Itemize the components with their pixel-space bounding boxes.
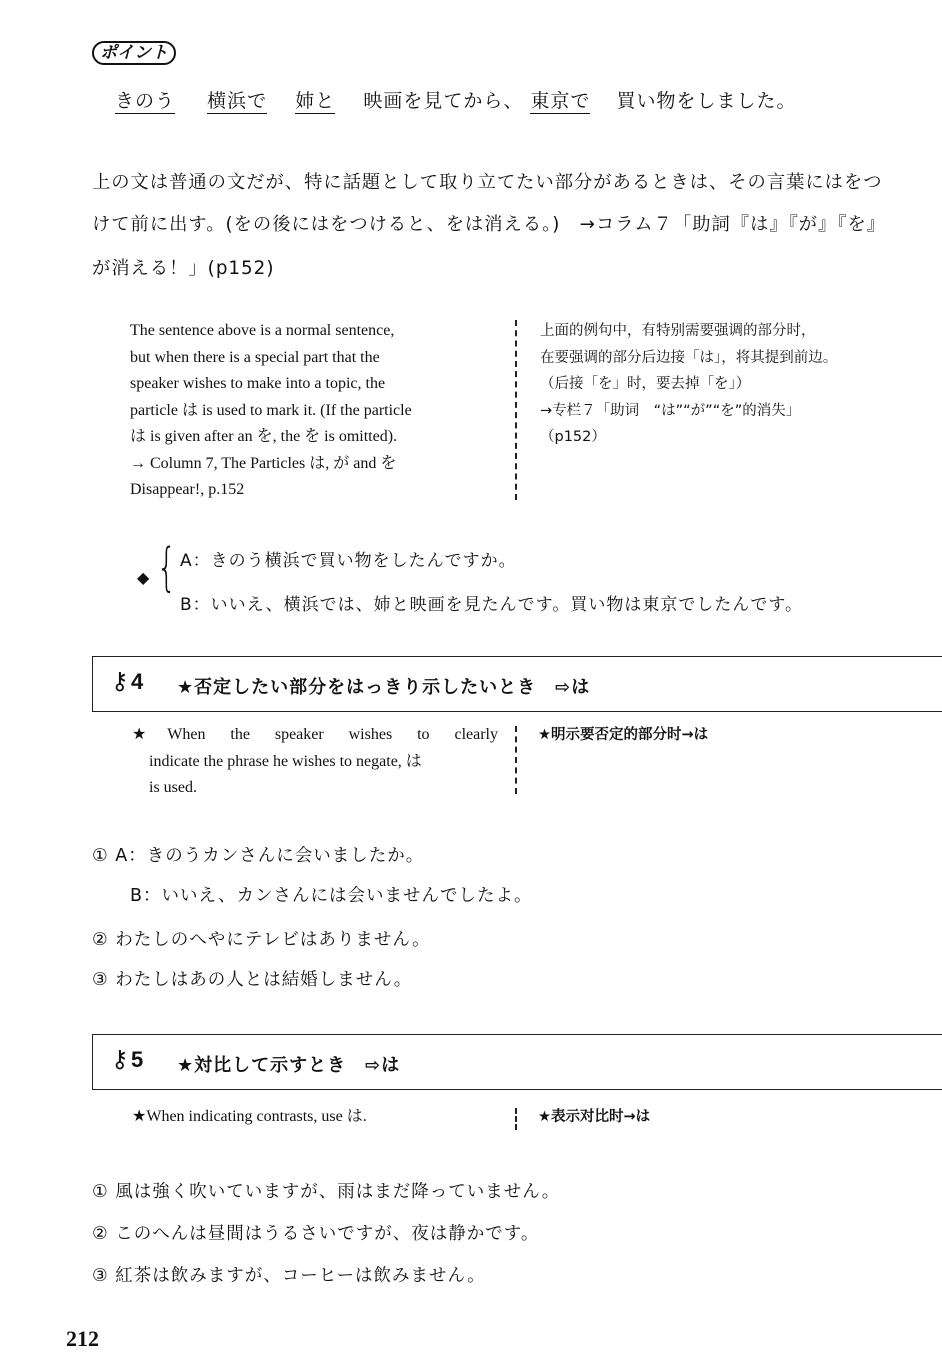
- note1-en-line: particle は is used to mark it. (If the particle: [130, 401, 412, 419]
- section-4-number: 4: [131, 669, 144, 694]
- example-word-ane: 姉と: [295, 90, 336, 112]
- note1-cn-line: 上面的例句中，有特别需要强调的部分时，: [540, 323, 816, 339]
- note1-en-line: speaker wishes to make into a topic, the: [130, 375, 386, 392]
- example-word-tokyo: 東京で: [530, 90, 591, 112]
- section-5-example-1: ① 風は強く吹いていますが、雨はまだ降っていません。: [92, 1182, 561, 1202]
- example-word-eiga: 映画を見てから、: [363, 90, 524, 112]
- section-5-example-2: ② このへんは昼間はうるさいですが、夜は静かです。: [92, 1224, 540, 1244]
- key-icon: ⚷: [111, 1045, 129, 1073]
- example-word-kinou: きのう: [115, 90, 176, 112]
- dialogue-a: A：きのう横浜で買い物をしたんですか。: [180, 551, 517, 571]
- section-4-header: [92, 656, 942, 712]
- note1-cn-line: （后接「を」时，要去掉「を」）: [540, 376, 751, 392]
- section-4-title: ★否定したい部分をはっきり示したいとき ⇨は: [177, 677, 591, 698]
- note1-en-line: → Column 7, The Particles は, が and を: [130, 454, 397, 472]
- section-4-example-2: ② わたしのへやにテレビはありません。: [92, 930, 431, 950]
- page-number: 212: [66, 1326, 99, 1351]
- explanation-line-2: けて前に出す。(をの後にはをつけると、をは消える。) →コラム７「助詞『は』『が』『を』: [92, 214, 887, 235]
- note1-en-line: but when there is a special part that the: [130, 348, 380, 366]
- section-4-en-line: indicate the phrase he wishes to negate, は: [149, 752, 422, 770]
- section-4-example-1a: ① A：きのうカンさんに会いましたか。: [92, 846, 425, 866]
- column-divider: [515, 320, 517, 500]
- key-icon: ⚷: [111, 667, 129, 695]
- note1-cn-line: 在要强调的部分后边接「は」，将其提到前边。: [540, 349, 838, 366]
- note1-cn-line: →专栏７「助词 “は”“が”“を”的消失」: [540, 402, 801, 419]
- section-4-en-line: ★When the speaker wishes to clearly: [132, 726, 498, 743]
- note1-cn-line: （p152）: [540, 429, 606, 445]
- example-word-yokohama: 横浜で: [207, 90, 268, 112]
- section-4-english: [132, 722, 498, 802]
- point-heading: [92, 38, 176, 63]
- section-4-en-line: is used.: [149, 779, 197, 796]
- section-5-number: 5: [131, 1047, 144, 1072]
- dialogue-b: B：いいえ、横浜では、姉と映画を見たんです。買い物は東京でしたんです。: [180, 595, 803, 615]
- note1-chinese: [540, 318, 837, 451]
- diamond-icon: ◆: [137, 568, 150, 587]
- column-divider: [515, 1108, 517, 1130]
- note1-en-line: は is given after an を, the を is omitted).: [130, 428, 398, 445]
- point-example: [115, 86, 797, 113]
- section-5-example-3: ③ 紅茶は飲みますが、コーヒーは飲みません。: [92, 1266, 486, 1286]
- note1-en-line: The sentence above is a normal sentence,: [130, 322, 395, 339]
- section-5-header: [92, 1034, 942, 1090]
- column-divider: [515, 726, 517, 794]
- explanation-line-1: 上の文は普通の文だが、特に話題として取り立てたい部分があるときは、その言葉にはをつ: [92, 172, 883, 193]
- example-word-kaimono: 買い物をしました。: [616, 90, 797, 112]
- section-4-example-3: ③ わたしはあの人とは結婚しません。: [92, 970, 413, 990]
- section-5-chinese: ★表示对比时→は: [538, 1109, 651, 1125]
- section-5-title: ★対比して示すとき ⇨は: [177, 1055, 401, 1076]
- explanation-line-3: が消える！」(p152): [92, 258, 275, 279]
- section-5-english: ★When indicating contrasts, use は.: [132, 1108, 367, 1125]
- section-4-chinese: ★明示要否定的部分时→は: [538, 727, 709, 743]
- note1-en-line: Disappear!, p.152: [130, 481, 245, 498]
- section-4-example-1b: B：いいえ、カンさんには会いませんでしたよ。: [130, 886, 533, 906]
- point-badge: ポイント: [92, 41, 176, 65]
- brace-icon: {: [156, 538, 177, 598]
- note1-english: [130, 318, 498, 504]
